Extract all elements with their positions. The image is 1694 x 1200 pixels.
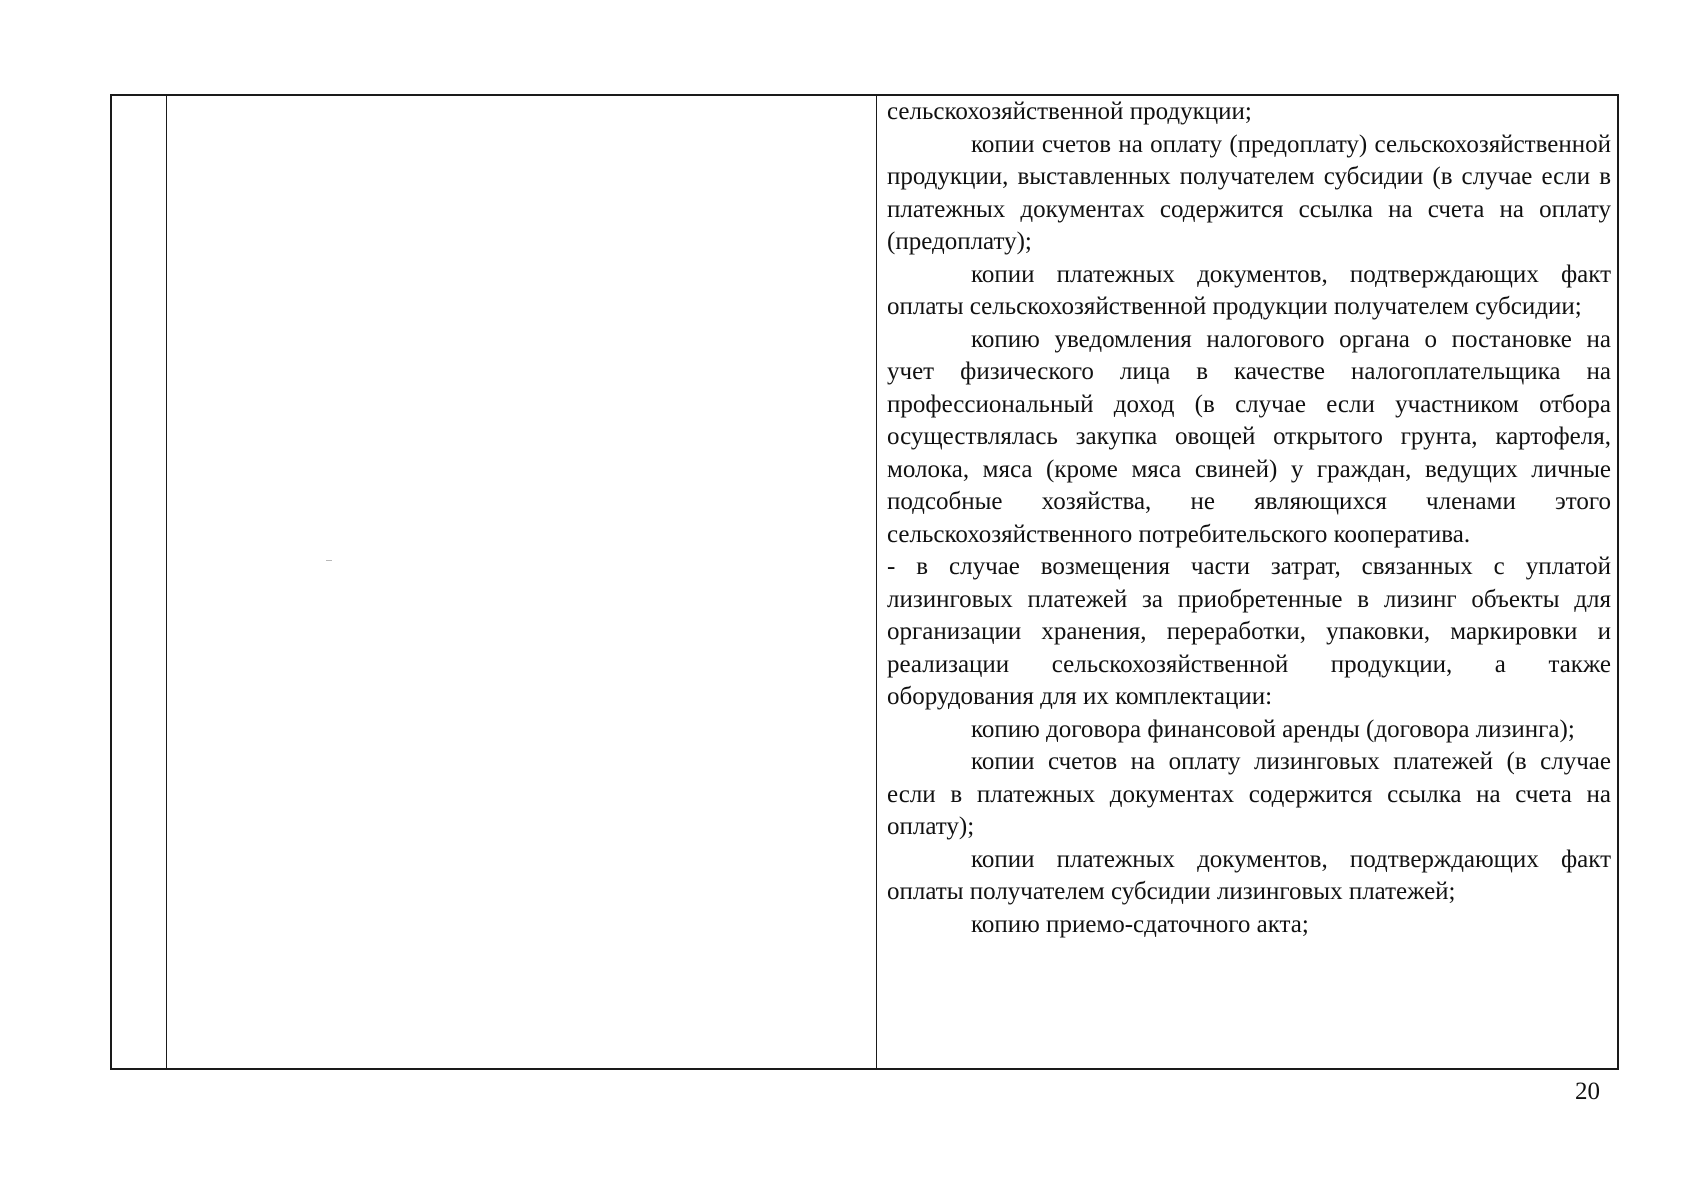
paragraph: копию договора финансовой аренды (договора лизинга); — [971, 715, 1575, 743]
document-table — [110, 94, 1619, 1070]
paragraph: сельскохозяйственной продукции; — [887, 98, 1252, 125]
paragraph: копии платежных документов, подтверждающих факт оплаты сельскохозяйственной продукции получателем субсидии; — [887, 260, 1611, 320]
scan-speck — [326, 560, 332, 561]
paragraph: копию приемо-сдаточного акта; — [971, 910, 1309, 938]
paragraph: - в случае возмещения части затрат, связанных с уплатой лизинговых платежей за приобретенные в лизинг объекты для организации хранения, переработки, упаковки, маркировки и реализации сельскохозяйственной продукции, а также оборудования для их комплектации: — [887, 553, 1611, 710]
paragraph: копию уведомления налогового органа о постановке на учет физического лица в качестве налогоплательщика на профессиональный доход (в случае если участником отбора осуществлялась закупка овощей открытого грунта, картофеля, молока, мяса (кроме мяса свиней) у граждан, ведущих личные подсобные хозяйства, не являющихся членами этого сельскохозяйственного потребительского кооператива. — [887, 325, 1611, 548]
page-number: 20 — [1575, 1078, 1600, 1105]
paragraph: копии счетов на оплату лизинговых платежей (в случае если в платежных документах содержится ссылка на счета на оплату); — [887, 748, 1611, 840]
column-divider-2 — [876, 96, 877, 1068]
paragraph: копии счетов на оплату (предоплату) сельскохозяйственной продукции, выставленных получателем субсидии (в случае если в платежных документах содержится ссылка на счета на оплату (предоплату); — [887, 130, 1611, 255]
paragraph: копии платежных документов, подтверждающих факт оплаты получателем субсидии лизинговых платежей; — [887, 845, 1611, 905]
table-cell-text — [887, 96, 1611, 1068]
column-divider-1 — [166, 96, 167, 1068]
